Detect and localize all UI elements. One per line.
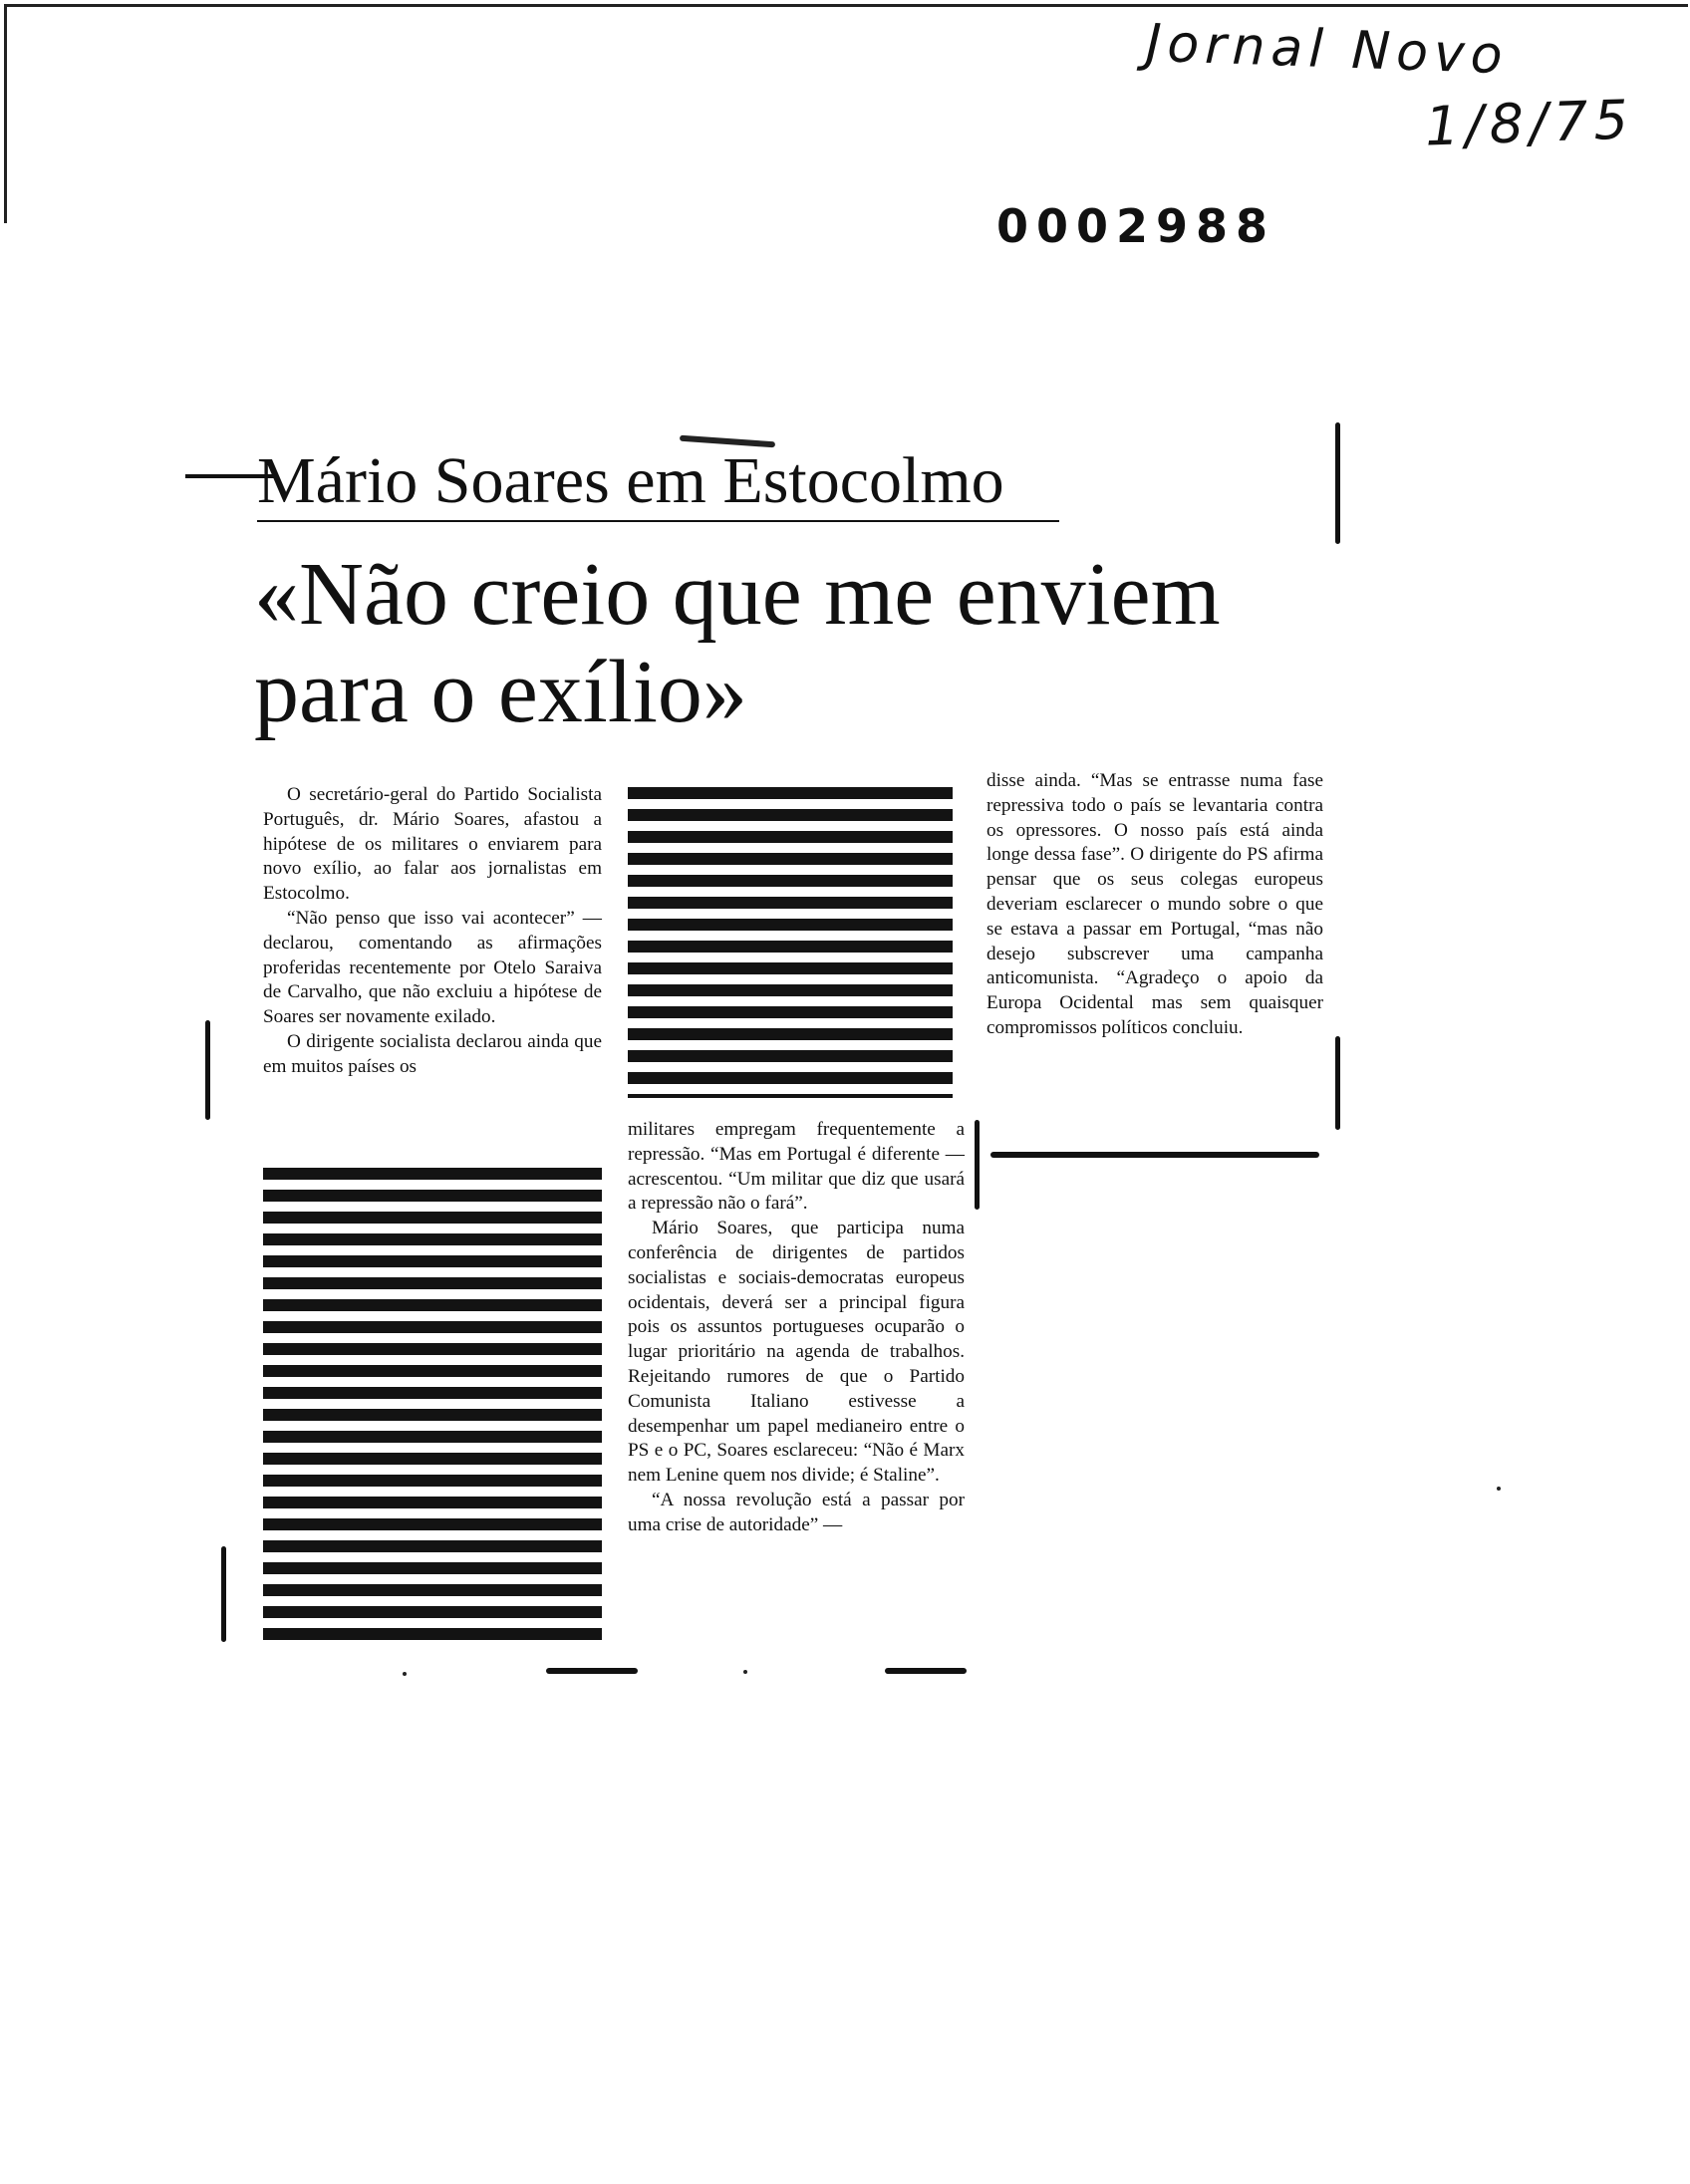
paragraph: “Não penso que isso vai acontecer” — declarou, comentando as afirmações proferidas recentemente por Otelo Saraiva de Carvalho, que não excluiu a hipótese de Soares ser novamente exilado.: [263, 907, 602, 1028]
paragraph: “A nossa revolução está a passar por uma crise de autoridade” —: [628, 1489, 965, 1535]
pen-mark: [885, 1668, 967, 1674]
paragraph: Mário Soares, que participa numa conferência de dirigentes de partidos socialistas e sociais-democratas europeus ocidentais, deverá ser a principal figura pois os assuntos portugueses ocuparão o lugar prioritário na agenda de trabalhos. Rejeitando rumores de que o Partido Comunista Italiano estivesse a desempenhar um papel medianeiro entre o PS e o PC, Soares esclareceu: “Não é Marx nem Lenine quem nos divide; é Staline”.: [628, 1218, 965, 1487]
article-column-2: [628, 1118, 965, 1538]
scan-border-left: [4, 4, 7, 223]
article-column-1: [263, 783, 602, 1080]
pen-mark: [221, 1546, 226, 1642]
scan-speck: [1497, 1487, 1501, 1491]
end-rule: [990, 1152, 1319, 1158]
pen-mark: [205, 1020, 210, 1120]
pen-mark: [1335, 1036, 1340, 1130]
article-kicker: Mário Soares em Estocolmo: [257, 444, 1004, 517]
redacted-text-block: [263, 1158, 602, 1644]
article-column-3: [986, 769, 1323, 1041]
pen-mark: [975, 1120, 980, 1210]
archive-number: 0002988: [996, 199, 1276, 253]
redacted-text-block: [628, 777, 953, 1098]
handwritten-publication: Jornal Novo: [1145, 13, 1510, 87]
paragraph: disse ainda. “Mas se entrasse numa fase repressiva todo o país se levantaria contra os opressores. O nosso país está ainda longe dessa fase”. O dirigente do PS afirma pensar que os seus colegas europeus deveriam esclarecer o mundo sobre o que se estava a passar em Portugal, “mas não desejo subscrever uma campanha anticomunista. “Agradeço o apoio da Europa Ocidental mas sem quaisquer compromissos políticos concluiu.: [986, 770, 1323, 1038]
kicker-underline: [257, 520, 1059, 522]
pen-mark: [1335, 422, 1340, 544]
paragraph: O dirigente socialista declarou ainda que em muitos países os: [263, 1030, 602, 1077]
scan-border-top: [4, 4, 1688, 7]
paragraph: militares empregam frequentemente a repressão. “Mas em Portugal é diferente — acrescentou. “Um militar que diz que usará a repressão não o fará”.: [628, 1119, 965, 1215]
pen-mark: [546, 1668, 638, 1674]
scan-speck: [743, 1670, 747, 1674]
handwritten-date: 1/8/75: [1423, 88, 1635, 158]
scan-speck: [403, 1672, 407, 1676]
paragraph: O secretário-geral do Partido Socialista Português, dr. Mário Soares, afastou a hipótese de os militares o enviarem para novo exílio, ao falar aos jornalistas em Estocolmo.: [263, 784, 602, 905]
article-headline: «Não creio que me enviem para o exílio»: [254, 545, 1221, 741]
